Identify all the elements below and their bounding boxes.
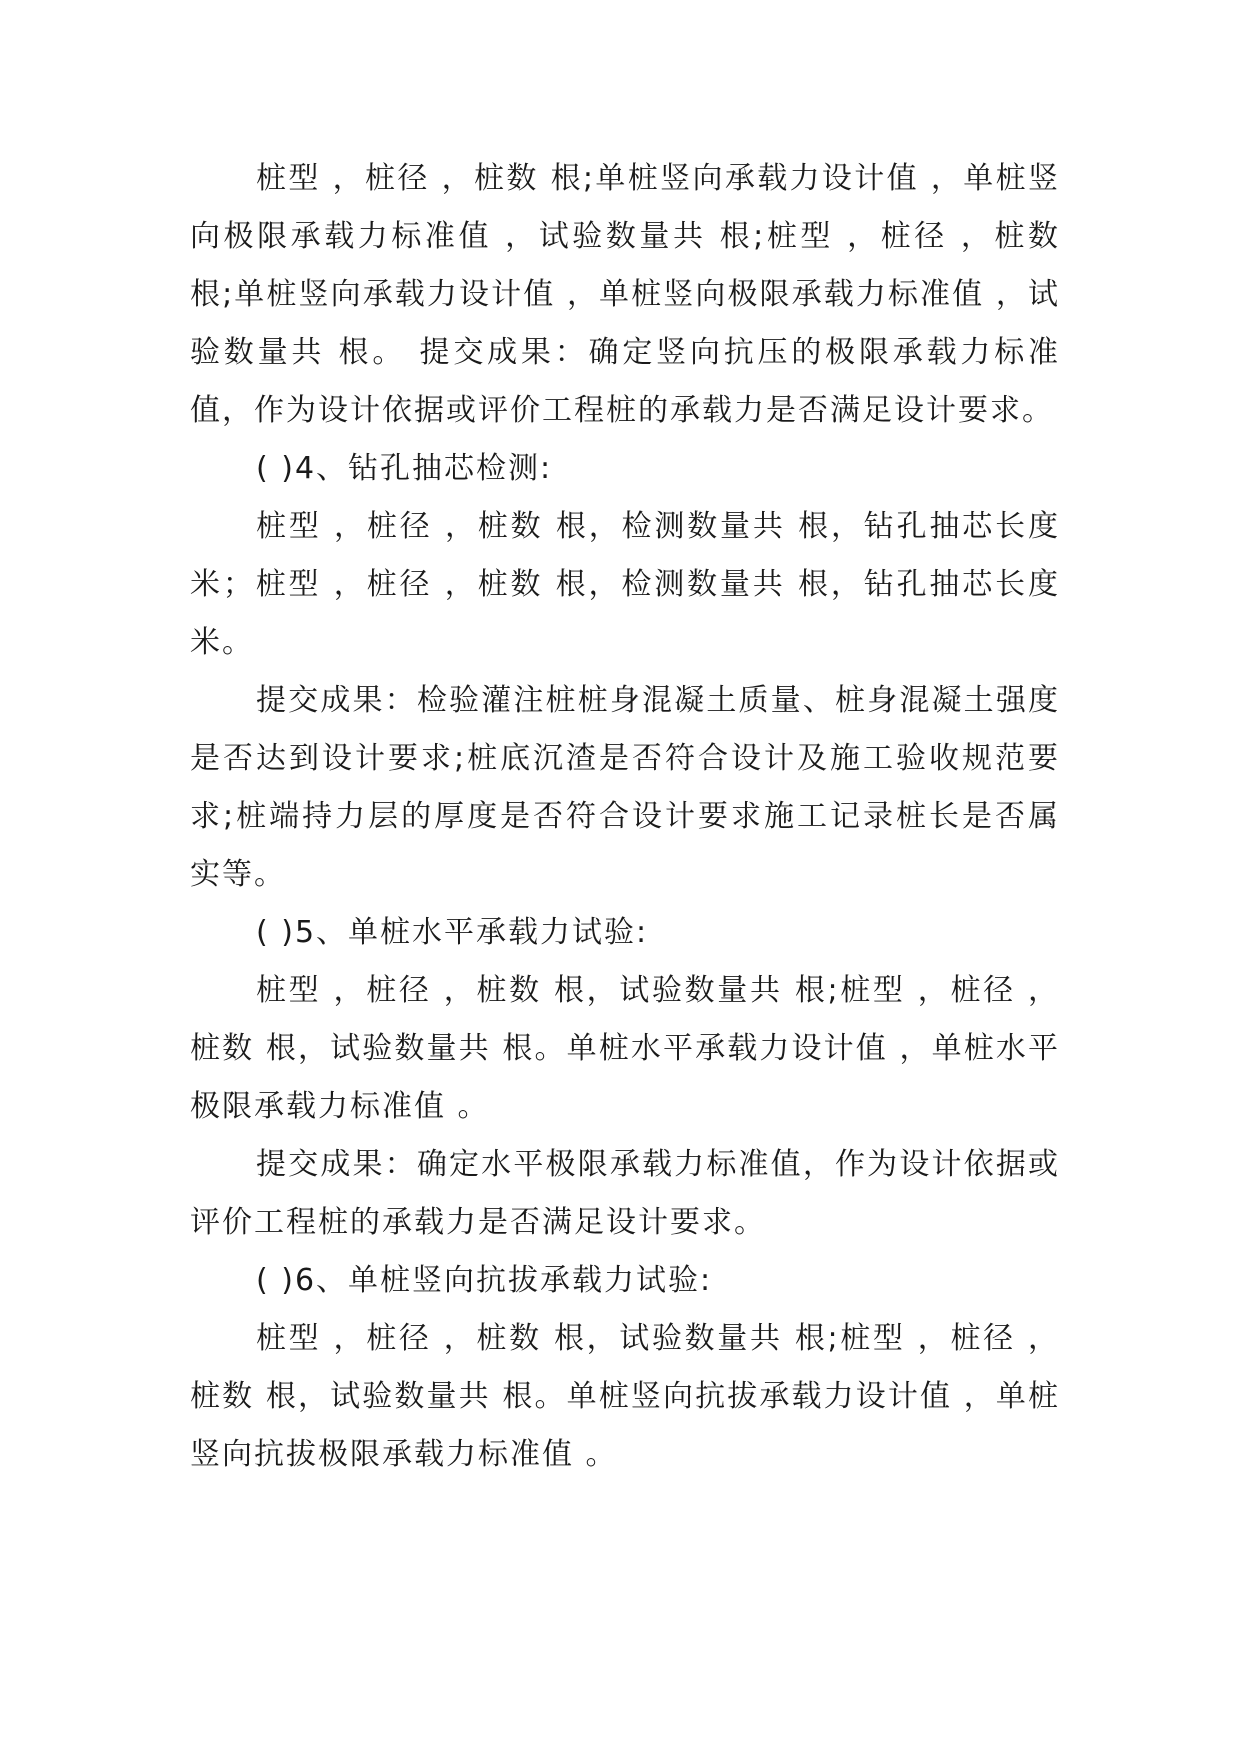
paragraph-core-drilling-results: 提交成果：检验灌注桩桩身混凝土质量、桩身混凝土强度是否达到设计要求;桩底沉渣是否符合设计及施工验收规范要求;桩端持力层的厚度是否符合设计要求施工记录桩长是否属实等。 — [190, 683, 1060, 892]
heading-core-drilling: ( )4、钻孔抽芯检测: — [256, 451, 553, 486]
paragraph-horizontal-load-params: 桩型 ，桩径 ，桩数 根，试验数量共 根;桩型 ，桩径 ，桩数 根，试验数量共 根。单桩水平承载力设计值 ，单桩水平极限承载力标准值 。 — [190, 973, 1060, 1124]
paragraph-core-drilling-params: 桩型 ，桩径 ，桩数 根，检测数量共 根，钻孔抽芯长度 米；桩型 ，桩径 ，桩数 根，检测数量共 根，钻孔抽芯长度 米。 — [190, 509, 1060, 660]
paragraph-horizontal-load-results: 提交成果：确定水平极限承载力标准值，作为设计依据或评价工程桩的承载力是否满足设计要求。 — [190, 1147, 1060, 1240]
document-page — [190, 150, 1060, 1484]
paragraph-uplift-load-params: 桩型 ，桩径 ，桩数 根，试验数量共 根;桩型 ，桩径 ，桩数 根，试验数量共 根。单桩竖向抗拔承载力设计值 ，单桩竖向抗拔极限承载力标准值 。 — [190, 1321, 1060, 1472]
heading-horizontal-load-test: ( )5、单桩水平承载力试验: — [256, 915, 649, 950]
heading-uplift-load-test: ( )6、单桩竖向抗拔承载力试验: — [256, 1263, 713, 1298]
paragraph-static-load-test: 桩型 ，桩径 ，桩数 根;单桩竖向承载力设计值 ，单桩竖向极限承载力标准值 ，试验数量共 根;桩型 ，桩径 ，桩数 根;单桩竖向承载力设计值 ，单桩竖向极限承载力标准值 ，试验数量共 根。 提交成果：确定竖向抗压的极限承载力标准值，作为设计依据或评价工程桩的承载力是否满足设计要求。 — [190, 161, 1060, 428]
